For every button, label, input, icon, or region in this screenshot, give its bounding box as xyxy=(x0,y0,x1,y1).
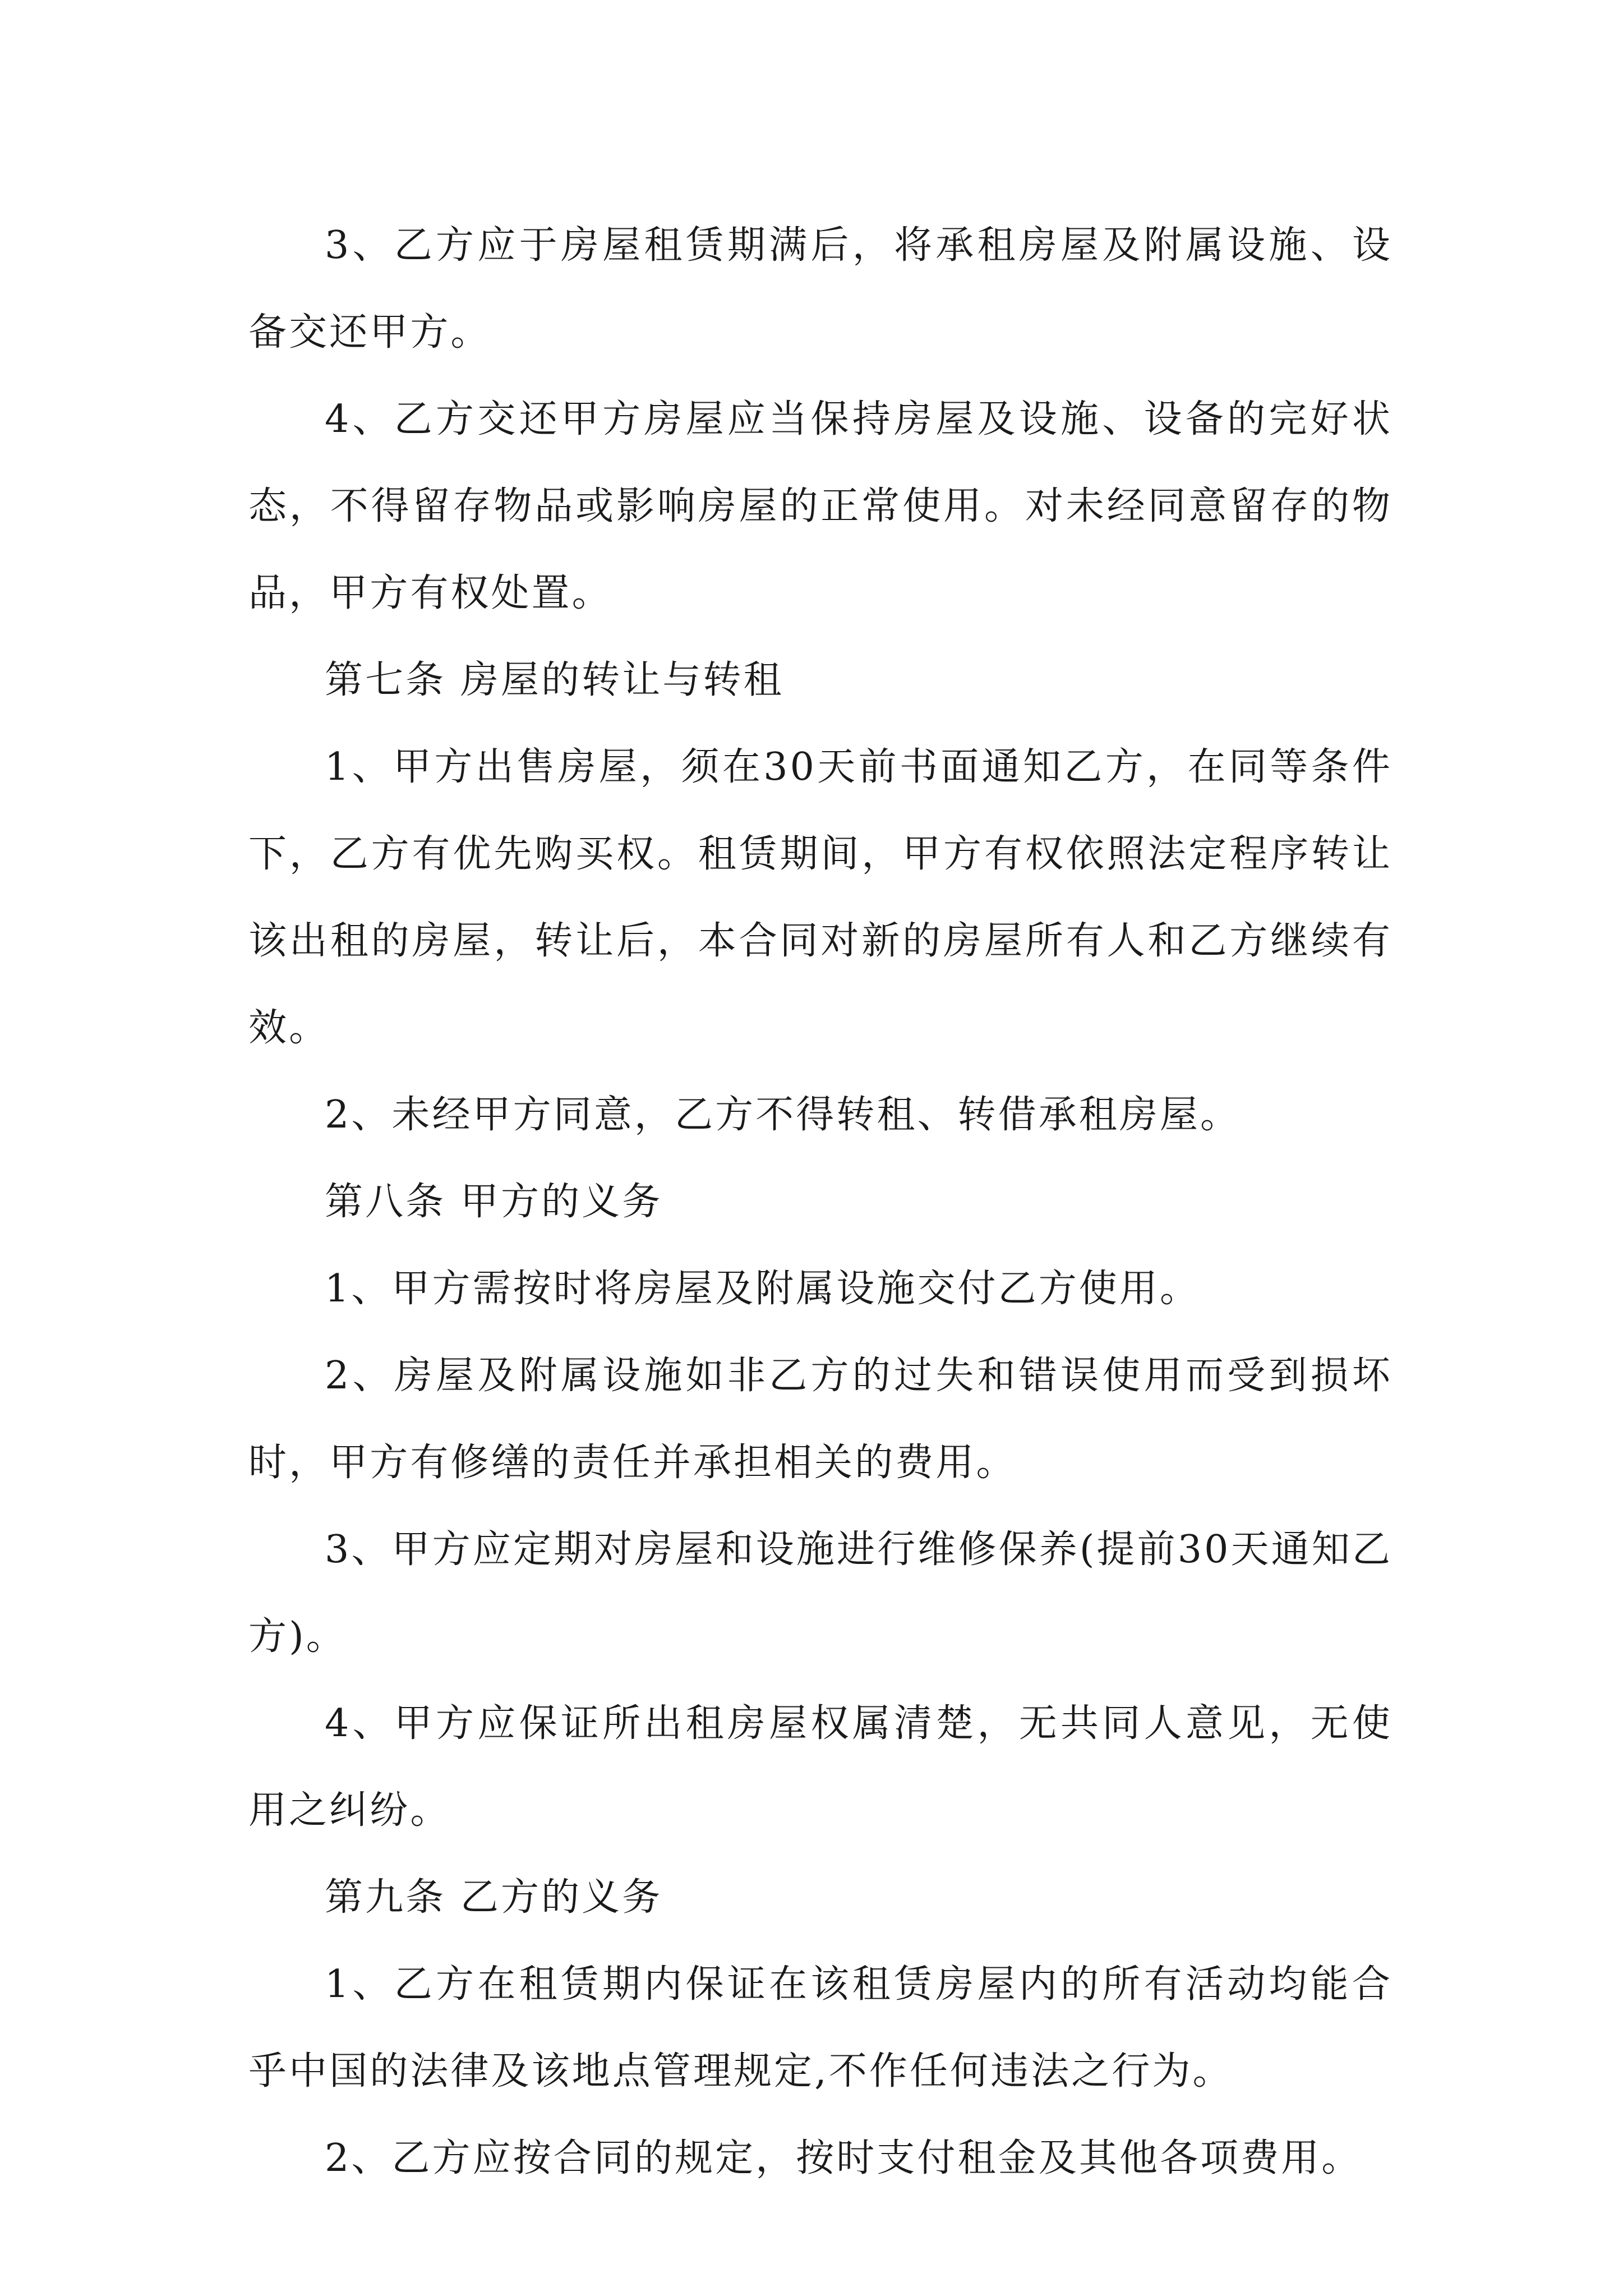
clause-8-3: 3、甲方应定期对房屋和设施进行维修保养(提前30天通知乙方)。 xyxy=(248,1527,1393,1659)
article-7-heading: 第七条 房屋的转让与转租 xyxy=(325,658,784,702)
contract-body xyxy=(248,202,1393,2202)
clause-8-1: 1、甲方需按时将房屋及附属设施交付乙方使用。 xyxy=(325,1267,1201,1311)
article-9-heading: 第九条 乙方的义务 xyxy=(325,1875,663,1920)
clause-8-4: 4、甲方应保证所出租房屋权属清楚，无共同人意见，无使用之纠纷。 xyxy=(248,1701,1393,1833)
clause-7-2: 2、未经甲方同意，乙方不得转租、转借承租房屋。 xyxy=(325,1093,1241,1137)
clause-8-2: 2、房屋及附属设施如非乙方的过失和错误使用而受到损坏时，甲方有修缮的责任并承担相关的费用。 xyxy=(248,1354,1393,1485)
clause-9-2: 2、乙方应按合同的规定，按时支付租金及其他各项费用。 xyxy=(325,2136,1362,2180)
clause-9-1: 1、乙方在租赁期内保证在该租赁房屋内的所有活动均能合乎中国的法律及该地点管理规定,不作任何违法之行为。 xyxy=(248,1962,1393,2093)
clause-6-3: 3、乙方应于房屋租赁期满后，将承租房屋及附属设施、设备交还甲方。 xyxy=(248,223,1393,355)
clause-6-4: 4、乙方交还甲方房屋应当保持房屋及设施、设备的完好状态，不得留存物品或影响房屋的正常使用。对未经同意留存的物品，甲方有权处置。 xyxy=(248,397,1393,615)
clause-7-1: 1、甲方出售房屋，须在30天前书面通知乙方，在同等条件下，乙方有优先购买权。租赁期间，甲方有权依照法定程序转让该出租的房屋，转让后，本合同对新的房屋所有人和乙方继续有效。 xyxy=(248,745,1393,1050)
article-8-heading: 第八条 甲方的义务 xyxy=(325,1180,663,1224)
